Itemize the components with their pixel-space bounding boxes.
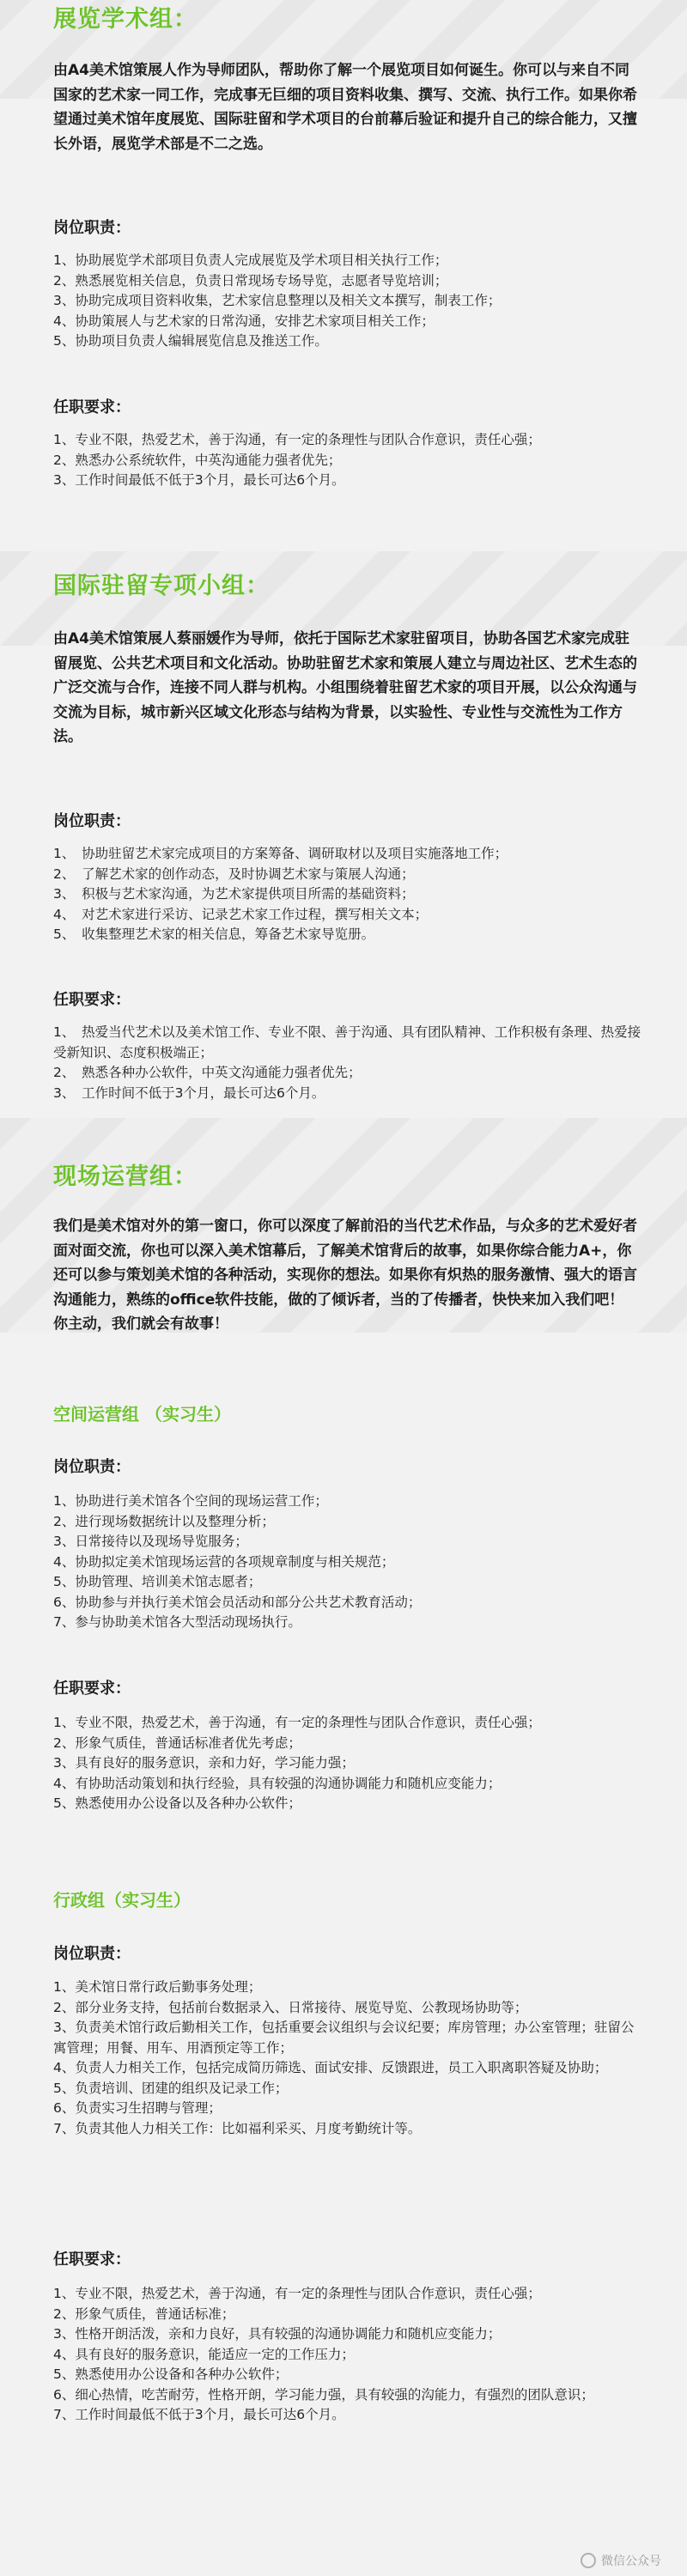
operations-title: 现场运营组： xyxy=(53,1163,198,1190)
list-item: 6、细心热情，吃苦耐劳，性格开朗，学习能力强，具有较强的沟能力，有强烈的团队意识； xyxy=(53,2386,594,2403)
list-item: 2、进行现场数据统计以及整理分析； xyxy=(53,1513,275,1529)
academic-intro: 由A4美术馆策展人作为导师团队，帮助你了解一个展览项目如何诞生。你可以与来自不同国家的艺术家一同工作，完成事无巨细的项目资料收集、撰写、交流、执行工作。如果你希望通过美术馆年度展览、国际驻留和学术项目的台前幕后验证和提升自己的综合能力，又擅长外语，展览学术部是不二之选。 xyxy=(53,62,637,153)
list-item: 2、部分业务支持，包括前台数据录入、日常接待、展览导览、公教现场协助等； xyxy=(53,1999,528,2015)
residency-title: 国际驻留专项小组： xyxy=(53,573,270,599)
list-item: 4、有协助活动策划和执行经验，具有较强的沟通协调能力和随机应变能力； xyxy=(53,1775,502,1791)
admin-duties-heading: 岗位职责： xyxy=(53,1945,131,1963)
list-item: 2、熟悉办公系统软件，中英沟通能力强者优先； xyxy=(53,452,342,468)
list-item: 3、具有良好的服务意识，亲和力好，学习能力强； xyxy=(53,1755,355,1771)
space-req-heading: 任职要求： xyxy=(53,1680,131,1698)
space-ops-title: 空间运营组 （实习生） xyxy=(53,1404,231,1425)
list-item: 3、 积极与艺术家沟通，为艺术家提供项目所需的基础资料； xyxy=(53,886,415,902)
space-duties-heading: 岗位职责： xyxy=(53,1458,131,1476)
list-item: 1、 协助驻留艺术家完成项目的方案筹备、调研取材以及项目实施落地工作； xyxy=(53,846,508,861)
space-req-list xyxy=(53,1713,646,1814)
list-item: 1、专业不限，热爱艺术，善于沟通，有一定的条理性与团队合作意识，责任心强； xyxy=(53,432,541,447)
list-item: 6、协助参与并执行美术馆会员活动和部分公共艺术教育活动； xyxy=(53,1594,422,1610)
list-item: 1、专业不限，热爱艺术，善于沟通，有一定的条理性与团队合作意识，责任心强； xyxy=(53,1715,541,1730)
list-item: 3、 工作时间不低于3个月，最长可达6个月。 xyxy=(53,1084,325,1101)
list-item: 2、形象气质佳，普通话标准； xyxy=(53,2306,235,2322)
list-item: 5、协助项目负责人编辑展览信息及推送工作。 xyxy=(53,333,328,349)
watermark-text: 微信公众号 xyxy=(601,2555,661,2568)
list-item: 7、工作时间最低不低于3个月，最长可达6个月。 xyxy=(53,2407,345,2422)
list-item: 5、负责培训、团建的组织及记录工作； xyxy=(53,2080,289,2096)
list-item: 5、协助管理、培训美术馆志愿者； xyxy=(53,1574,262,1589)
watermark xyxy=(581,2552,661,2569)
list-item: 4、负责人力相关工作，包括完成简历筛选、面试安排、反馈跟进，员工入职离职答疑及协助； xyxy=(53,2060,608,2075)
academic-duties-heading: 岗位职责： xyxy=(53,219,131,237)
list-item: 2、 了解艺术家的创作动态，及时协调艺术家与策展人沟通； xyxy=(53,866,415,882)
operations-intro: 我们是美术馆对外的第一窗口，你可以深度了解前沿的当代艺术作品，与众多的艺术爱好者面对面交流，你也可以深入美术馆幕后，了解美术馆背后的故事，如果你综合能力A+，你还可以参与策划美术馆的各种活动，实现你的想法。如果你有炽热的服务激情、强大的语言沟通能力，熟练的office软件技能，做的了倾诉者，当的了传播者，快快来加入我们吧！你主动，我们就会有故事！ xyxy=(53,1218,637,1333)
admin-req-heading: 任职要求： xyxy=(53,2251,131,2269)
list-item: 2、熟悉展览相关信息，负责日常现场专场导览，志愿者导览培训； xyxy=(53,272,448,289)
residency-intro: 由A4美术馆策展人蔡丽媛作为导师，依托于国际艺术家驻留项目，协助各国艺术家完成驻留展览、公共艺术项目和文化活动。协助驻留艺术家和策展人建立与周边社区、艺术生态的广泛交流与合作，连接不同人群与机构。小组围绕着驻留艺术家的项目开展，以公众沟通与交流为目标，城市新兴区域文化形态与结构为背景，以实验性、专业性与交流性为工作方法。 xyxy=(53,630,637,745)
list-item: 3、工作时间最低不低于3个月，最长可达6个月。 xyxy=(53,472,345,488)
list-item: 1、协助进行美术馆各个空间的现场运营工作； xyxy=(53,1493,328,1509)
list-item: 5、熟悉使用办公设备和各种办公软件； xyxy=(53,2366,289,2382)
academic-req-list xyxy=(53,430,646,491)
residency-req-list xyxy=(53,1023,646,1103)
space-duties-list xyxy=(53,1492,646,1633)
list-item: 1、专业不限，热爱艺术，善于沟通，有一定的条理性与团队合作意识，责任心强； xyxy=(53,2286,541,2301)
list-item: 4、具有良好的服务意识，能适应一定的工作压力； xyxy=(53,2346,355,2362)
list-item: 4、协助策展人与艺术家的日常沟通，安排艺术家项目相关工作； xyxy=(53,313,435,329)
list-item: 3、性格开朗活泼，亲和力良好，具有较强的沟通协调能力和随机应变能力； xyxy=(53,2326,502,2342)
academic-title: 展览学术组： xyxy=(53,6,198,33)
residency-req-heading: 任职要求： xyxy=(53,991,131,1009)
list-item: 1、美术馆日常行政后勤事务处理； xyxy=(53,1979,262,1995)
list-item: 7、参与协助美术馆各大型活动现场执行。 xyxy=(53,1614,301,1630)
list-item: 4、 对艺术家进行采访、记录艺术家工作过程，撰写相关文本； xyxy=(53,906,429,922)
academic-duties-list xyxy=(53,251,646,352)
list-item: 2、形象气质佳，普通话标准者优先考虑； xyxy=(53,1735,301,1751)
list-item: 2、 熟悉各种办公软件，中英文沟通能力强者优先； xyxy=(53,1065,362,1080)
list-item: 5、熟悉使用办公设备以及各种办公软件； xyxy=(53,1795,301,1811)
list-item: 7、负责其他人力相关工作：比如福利采买、月度考勤统计等。 xyxy=(53,2120,422,2136)
list-item: 3、协助完成项目资料收集，艺术家信息整理以及相关文本撰写，制表工作； xyxy=(53,293,502,308)
list-item: 4、协助拟定美术馆现场运营的各项规章制度与相关规范； xyxy=(53,1553,395,1570)
admin-title: 行政组（实习生） xyxy=(53,1890,191,1911)
admin-duties-list xyxy=(53,1978,646,2139)
list-item: 5、 收集整理艺术家的相关信息，筹备艺术家导览册。 xyxy=(53,927,375,942)
residency-duties-list xyxy=(53,844,646,945)
list-item: 6、负责实习生招聘与管理； xyxy=(53,2100,222,2116)
list-item: 3、负责美术馆行政后勤相关工作，包括重要会议组织与会议纪要；库房管理；办公室管理；驻留公寓管理；用餐、用车、用酒预定等工作； xyxy=(53,2020,635,2056)
admin-req-list xyxy=(53,2284,646,2426)
list-item: 3、日常接待以及现场导览服务； xyxy=(53,1534,248,1549)
list-item: 1、协助展览学术部项目负责人完成展览及学术项目相关执行工作； xyxy=(53,252,448,268)
wechat-logo-icon xyxy=(581,2553,596,2568)
list-item: 1、 热爱当代艺术以及美术馆工作、专业不限、善于沟通、具有团队精神、工作积极有条理、热爱接受新知识、态度积极端正； xyxy=(53,1024,641,1060)
academic-req-heading: 任职要求： xyxy=(53,398,131,416)
residency-duties-heading: 岗位职责： xyxy=(53,812,131,830)
